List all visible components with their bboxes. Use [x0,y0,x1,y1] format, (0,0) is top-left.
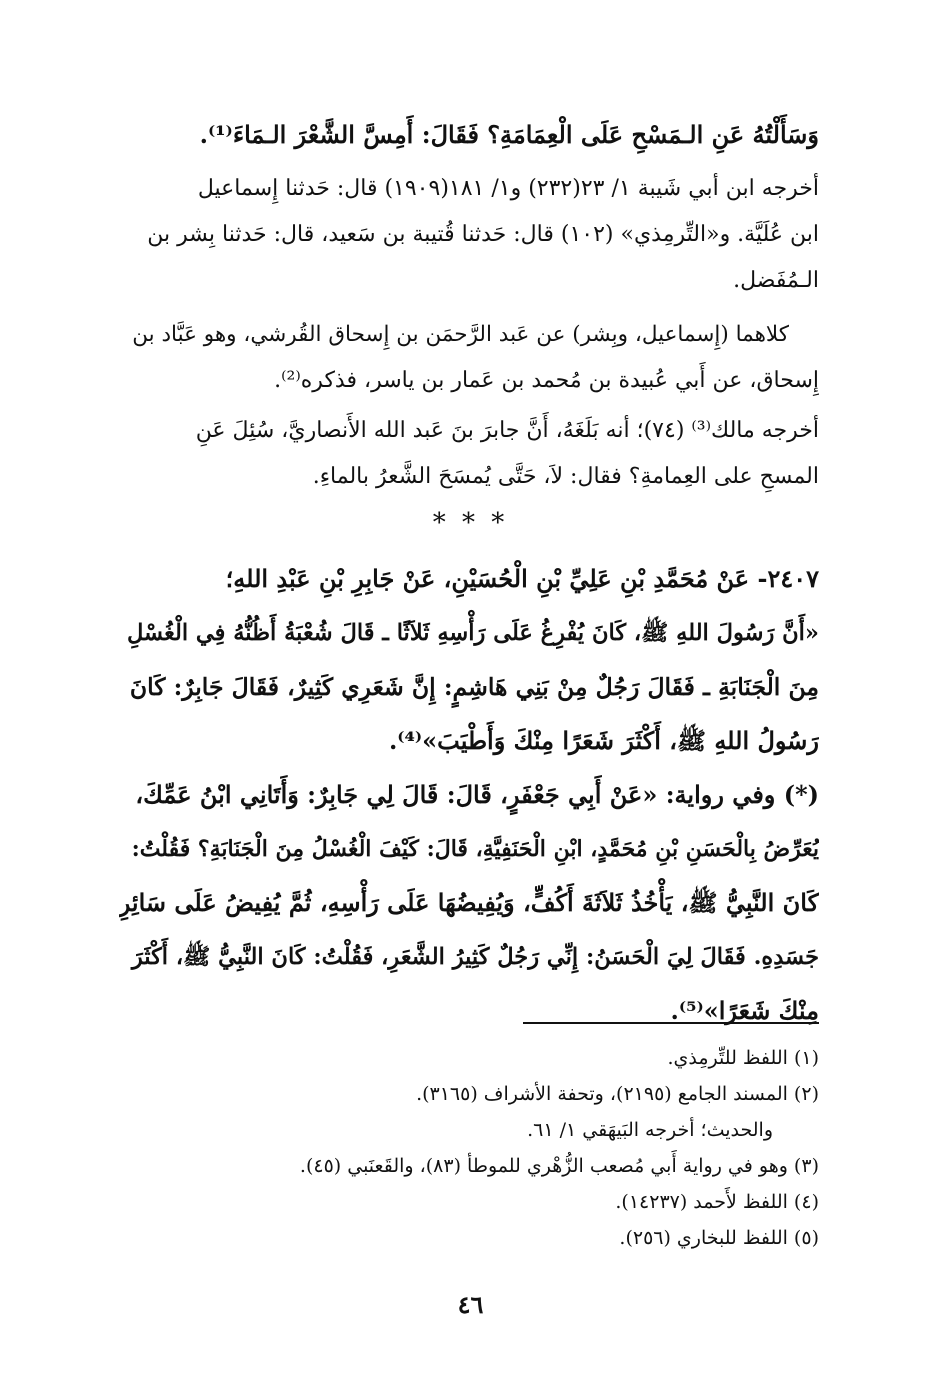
footnote-3: (٣) وهو في رواية أَبي مُصعب الزُّهْري للموطأ (٨٣)، والقَعنَبي (٤٥). [299,1155,819,1177]
text-line: وَسَأَلْتُهُ عَنِ الـمَسْحِ عَلَى الْعِمَامَةِ؟ فَقَالَ: أَمِسَّ الشَّعْرَ الـمَاءَ⁽¹⁾. [199,120,819,149]
text-line: (*) وفي رواية: «عَنْ أَبِي جَعْفَرٍ، قَالَ: قَالَ لِي جَابِرٌ: وَأَتَانِي ابْنُ عَمِّكَ، [135,780,819,809]
footnote-2: (٢) المسند الجامع (٢١٩٥)، وتحفة الأشراف (٣١٦٥). [416,1083,819,1105]
text-line: الـمُفَضل. [733,268,819,293]
text-line: يُعَرِّضُ بِالْحَسَنِ بْنِ مُحَمَّدٍ، ابْنِ الْحَنَفِيَّةِ، قَالَ: كَيْفَ الْغُسْلُ مِنَ الْجَنَابَةِ؟ فَقُلْتُ: [131,836,819,862]
text-line: أخرجه مالك⁽³⁾ (٧٤)؛ أنه بَلَغَهُ، أَنَّ جابرَ بنَ عَبد الله الأَنصاريَّ، سُئِلَ عَنِ [195,418,819,443]
footnote-divider [523,1022,819,1024]
footnote-5: (٥) اللفظ للبخاري (٢٥٦). [619,1227,819,1249]
hadith-2407 [119,552,819,768]
text-line: ابن عُلَيَّة. و«التِّرمِذي» (١٠٢) قال: حَدثنا قُتيبة بن سَعيد، قال: حَدثنا بِشر بن [147,222,819,247]
hadith-riwaya [119,768,819,1038]
paragraph-question-masah [119,108,819,162]
text-line: كَانَ النَّبِيُّ ﷺ، يَأْخُذُ ثَلاَثَةَ أَكُفٍّ، وَيُفِيضُهَا عَلَى رَأْسِهِ، ثُمَّ يُفِيضُ عَلَى سَائِرِ [119,888,819,917]
text-line: إِسحاق، عن أَبي عُبيدة بن مُحمد بن عَمار بن ياسر، فذكره⁽²⁾. [274,368,819,393]
text-line: كلاهما (إِسماعيل، وبِشر) عن عَبد الرَّحمَن بن إِسحاق القُرشي، وهو عَبَّاد بن [132,322,789,347]
text-line: جَسَدِهِ. فَقَالَ لِيَ الْحَسَنُ: إِنِّي رَجُلٌ كَثِيرُ الشَّعَرِ، فَقُلْتُ: كَانَ النَّبِيُّ ﷺ، أَكْثَرَ [131,944,819,970]
section-separator: * * * [432,508,509,538]
footnote-2-continuation: والحديث؛ أخرجه البَيهَقي ١/ ٦١. [527,1119,773,1141]
text-line: مِنْكَ شَعَرًا»⁽⁵⁾. [670,996,819,1025]
text-line: رَسُولُ اللهِ ﷺ، أَكْثَرَ شَعَرًا مِنْكَ وَأَطْيَبَ»⁽⁴⁾. [388,726,819,755]
paragraph-takhrij-1 [119,166,819,304]
footnotes [119,1040,819,1256]
text-line: «أَنَّ رَسُولَ اللهِ ﷺ، كَانَ يُفْرِغُ عَلَى رَأْسِهِ ثَلاَثًا ـ قَالَ شُعْبَةُ أَظُنُّهُ فِي الْغُسْلِ [127,620,819,646]
footnote-4: (٤) اللفظ لأَحمد (١٤٢٣٧). [615,1191,819,1213]
hadith-heading: ٢٤٠٧- عَنْ مُحَمَّدِ بْنِ عَلِيِّ بْنِ الْحُسَيْنِ، عَنْ جَابِرِ بْنِ عَبْدِ اللهِ؛ [225,564,819,593]
text-line: أخرجه ابن أبي شَيبة ١/ ٢٣(٢٣٢) و١/ ١٨١(١٩٠٩) قال: حَدثنا إِسماعيل [197,176,819,201]
page-number: ٤٦ [457,1290,484,1319]
paragraph-takhrij-malik [119,408,819,500]
text-line: مِنَ الْجَنَابَةِ ـ فَقَالَ رَجُلٌ مِنْ بَنِي هَاشِمٍ: إِنَّ شَعَرِي كَثِيرٌ، فَقَالَ جَابِرٌ: كَانَ [129,673,819,701]
text-line: المسحِ على العِمامةِ؟ فقال: لاَ، حَتَّى يُمسَحَ الشَّعرُ بالماءِ. [312,464,819,489]
paragraph-takhrij-2 [119,312,819,404]
footnote-1: (١) اللفظ للتِّرمِذي. [667,1047,819,1069]
